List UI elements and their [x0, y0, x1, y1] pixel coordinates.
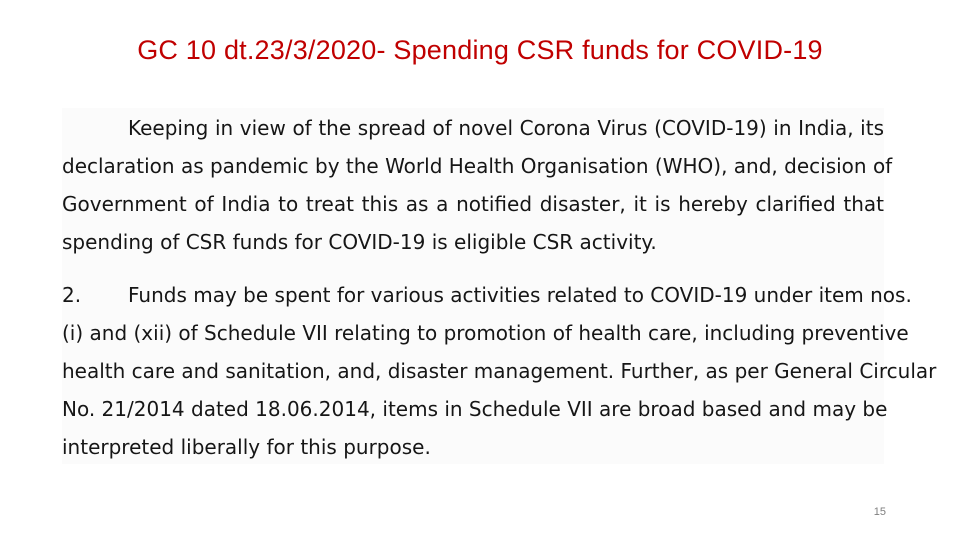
paragraph2-number: 2. — [62, 283, 82, 307]
paragraph1-line-2: declaration as pandemic by the World Health Organisation (WHO), and, decision of — [62, 154, 893, 178]
paragraph1-line-1: Keeping in view of the spread of novel Corona Virus (COVID-19) in India, its — [128, 116, 884, 140]
circular-excerpt — [62, 108, 937, 464]
paragraph2-line-4: No. 21/2014 dated 18.06.2014, items in Schedule VII are broad based and may be — [62, 397, 888, 421]
paragraph1-line-3: Government of India to treat this as a notified disaster, it is hereby clarified that — [62, 192, 884, 216]
paragraph1-line-4: spending of CSR funds for COVID-19 is eligible CSR activity. — [62, 230, 657, 254]
paragraph2-line-3: health care and sanitation, and, disaster management. Further, as per General Circular — [62, 359, 937, 383]
slide-title: GC 10 dt.23/3/2020- Spending CSR funds for COVID-19 — [137, 35, 823, 65]
paragraph2-line-5: interpreted liberally for this purpose. — [62, 435, 431, 459]
paragraph2-line-2: (i) and (xii) of Schedule VII relating to promotion of health care, including preventive — [62, 321, 909, 345]
page-number: 15 — [873, 506, 886, 518]
paragraph2-line-1: Funds may be spent for various activities related to COVID-19 under item nos. — [128, 283, 912, 307]
